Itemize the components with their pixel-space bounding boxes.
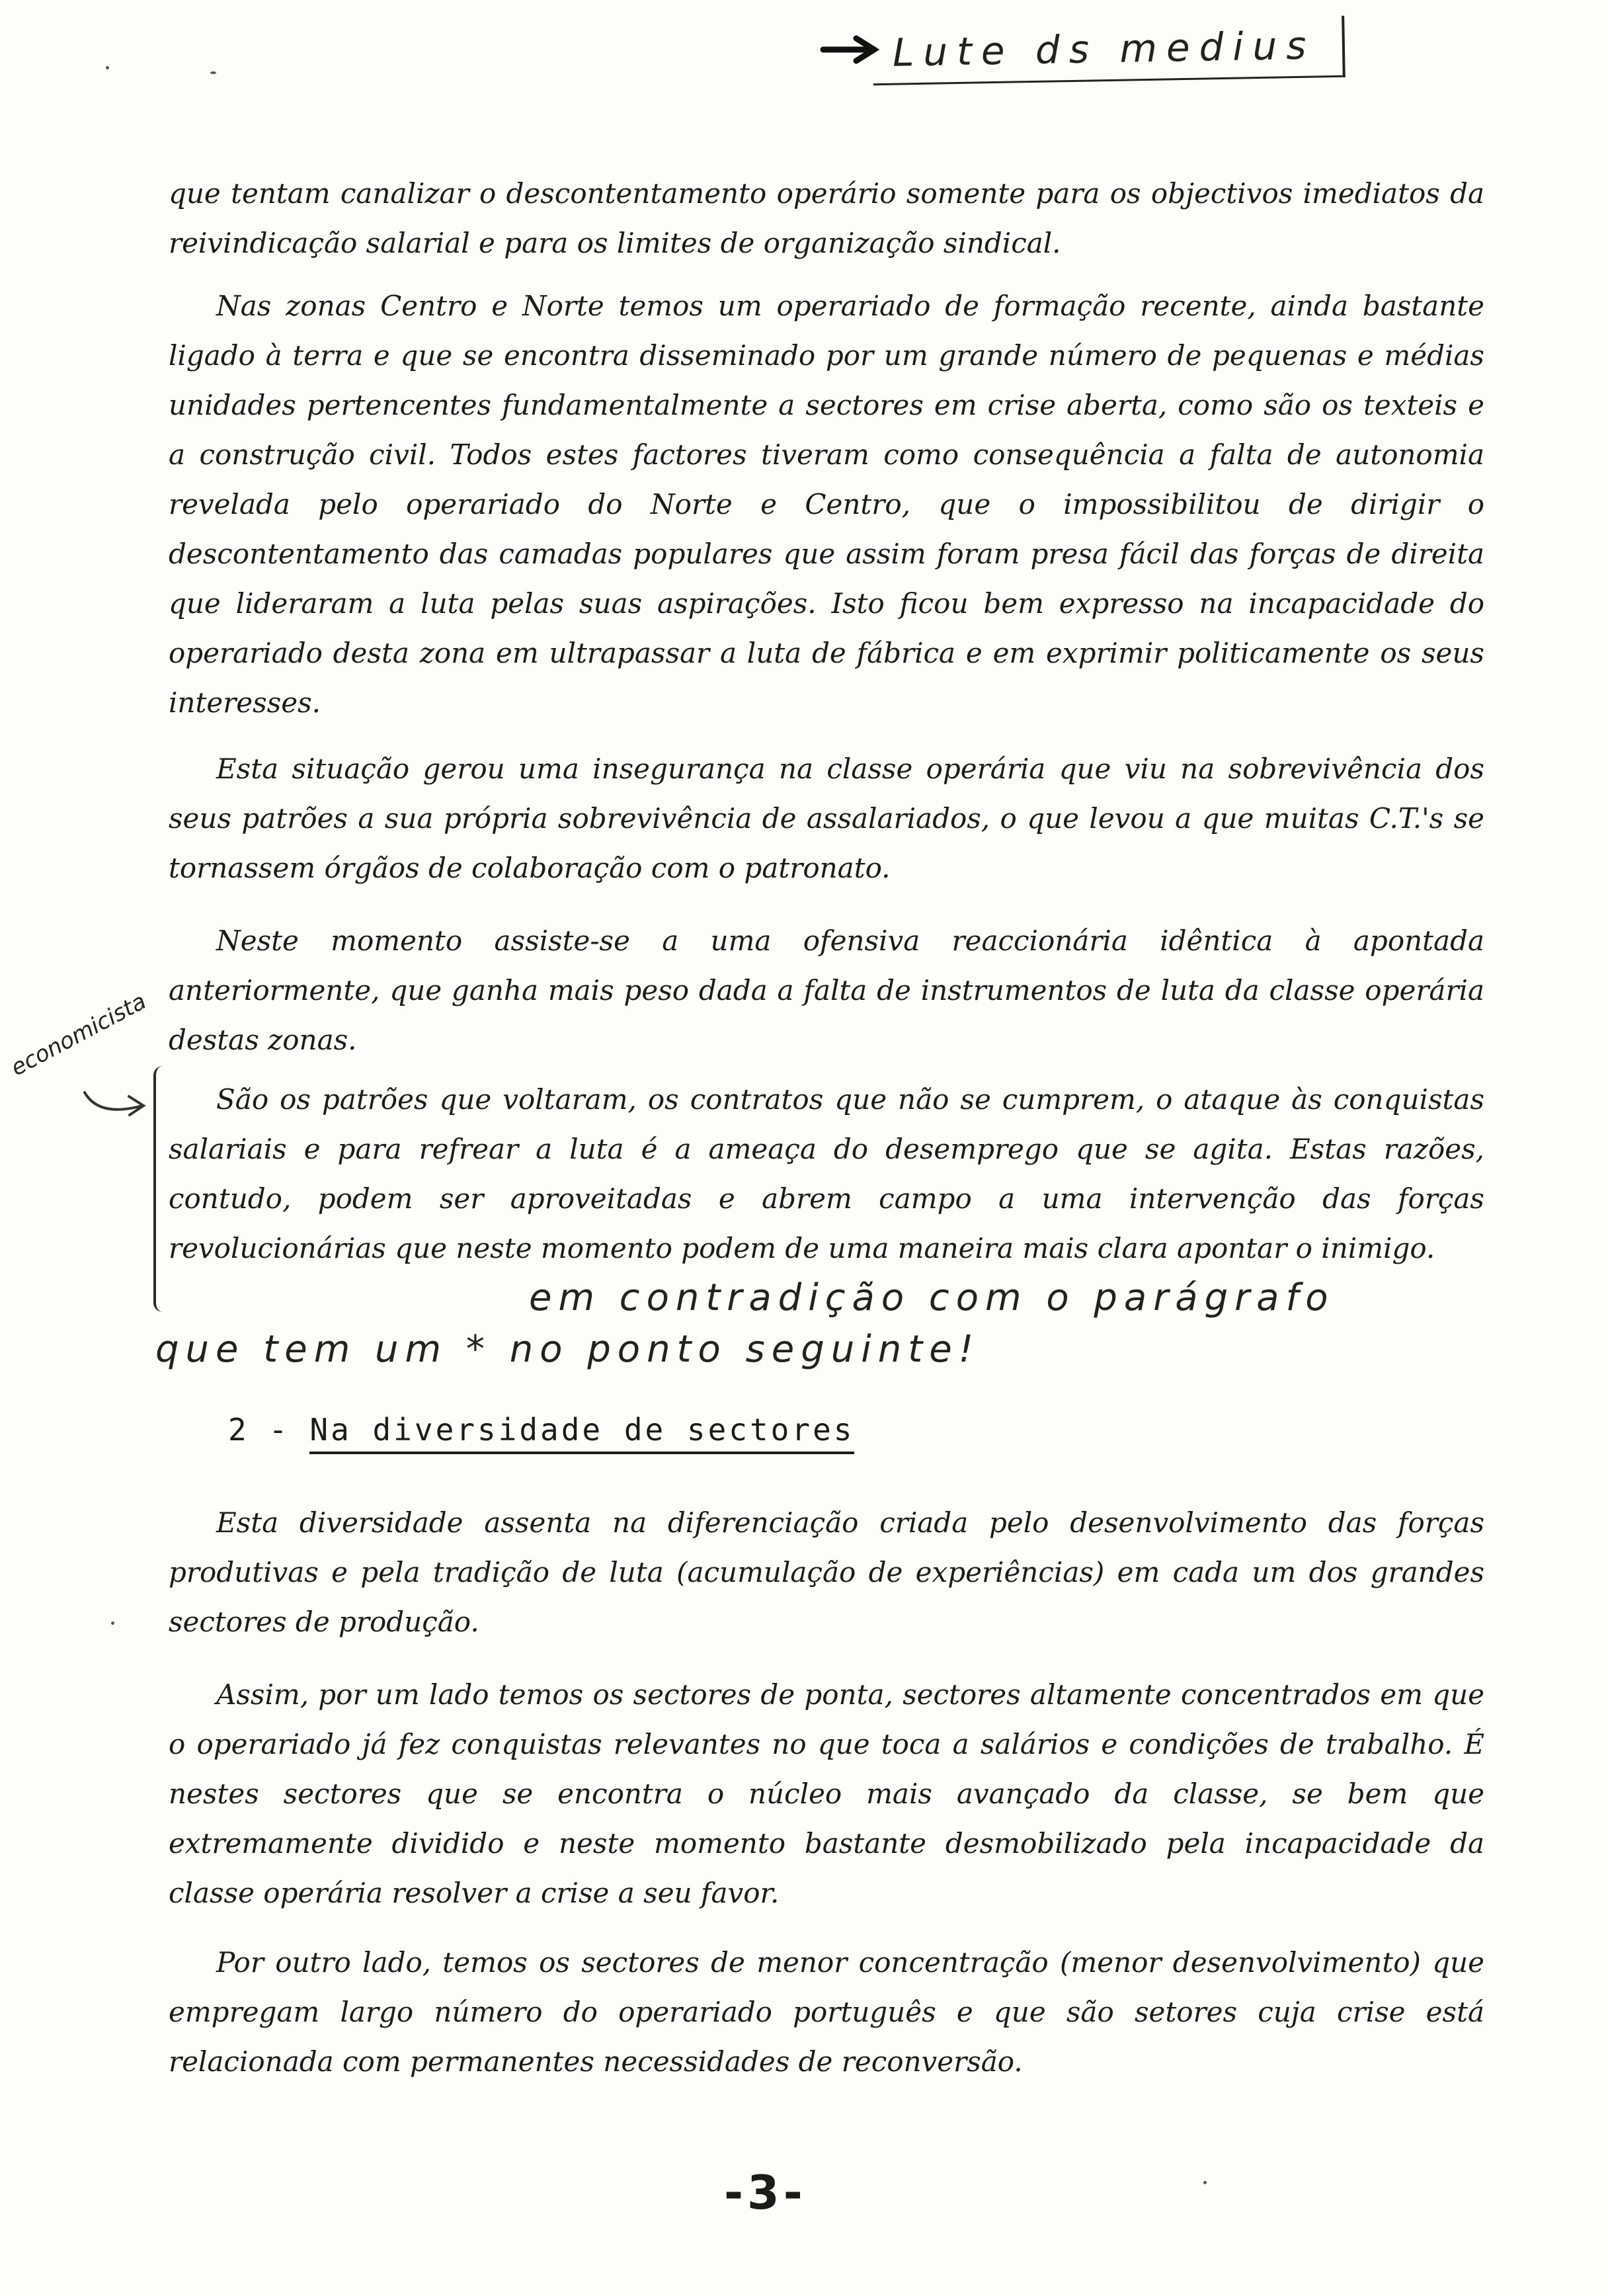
paragraph-continuation: que tentam canalizar o descontentamento operário somente para os objectivos imediatos da reivindicação salarial e para os limites de organização sindical. [169, 177, 1484, 259]
margin-handwritten-note: economicista [7, 988, 151, 1082]
inline-handwritten-note-line1: em contradição com o parágrafo [529, 1276, 1335, 1319]
section-heading [228, 1412, 854, 1448]
paragraph-patroes: São os patrões que voltaram, os contratos que não se cumprem, o ataque às conquistas salariais e para refrear a luta é a ameaça do desemprego que se agita. Estas razões, contudo, podem ser aproveitadas e abrem campo a uma intervenção das forças revolucionárias que neste momento podem de uma maneira mais clara apontar o inimigo. [169, 1083, 1484, 1264]
section-number: 2 [228, 1412, 249, 1448]
section-dash: - [268, 1412, 290, 1448]
paragraph-ofensiva-reaccionaria: Neste momento assiste-se a uma ofensiva reaccionária idêntica à apontada anteriormente, que ganha mais peso dada a falta de instrumentos de luta da classe operária destas zonas. [169, 924, 1484, 1056]
scan-speck [106, 66, 109, 69]
paragraph-sectores-ponta: Assim, por um lado temos os sectores de ponta, sectores altamente concentrados em que o operariado já fez conquistas relevantes no que toca a salários e condições de trabalho. É nestes sectores que se encontra o núcleo mais avançado da classe, se bem que extremamente dividido e neste momento bastante desmobilizado pela incapacidade da classe operária resolver a crise a seu favor. [169, 1678, 1484, 1909]
header-handwritten-note: Lute ds medius [872, 16, 1345, 85]
paragraph-inseguranca: Esta situação gerou uma insegurança na classe operária que viu na sobrevivência dos seus patrões a sua própria sobrevivência de assalariados, o que levou a que muitas C.T.'s se tornassem órgãos de colaboração com o patronato. [169, 753, 1484, 884]
margin-arrow-icon [79, 1085, 152, 1124]
section-title: Na diversidade de sectores [309, 1412, 854, 1454]
paragraph-zonas-centro-norte: Nas zonas Centro e Norte temos um operariado de formação recente, ainda bastante ligado à terra e que se encontra disseminado por um grande número de pequenas e médias unidades pertencentes fundamentalmente a sectores em crise aberta, como são os texteis e a construção civil. Todos estes factores tiveram como consequência a falta de autonomia revelada pelo operariado do Norte e Centro, que o impossibilitou de dirigir o descontentamento das camadas populares que assim foram presa fácil das forças de direita que lideraram a luta pelas suas aspirações. Isto ficou bem expresso na incapacidade do operariado desta zona em ultrapassar a luta de fábrica e em exprimir politicamente os seus interesses. [169, 290, 1484, 719]
paragraph-menor-concentracao: Por outro lado, temos os sectores de menor concentração (menor desenvolvimento) que empregam largo número do operariado português e que são setores cuja crise está relacionada com permanentes necessidades de reconversão. [169, 1946, 1484, 2078]
page-number: -3- [724, 2166, 807, 2220]
scan-speck [1203, 2181, 1207, 2184]
paragraph-diversidade: Esta diversidade assenta na diferenciação criada pelo desenvolvimento das forças produtivas e pela tradição de luta (acumulação de experiências) em cada um dos grandes sectores de produção. [169, 1506, 1484, 1638]
scan-speck [210, 71, 216, 74]
inline-handwritten-note-line2: que tem um * no ponto seguinte! [155, 1328, 981, 1371]
scan-speck [111, 1621, 114, 1625]
handwritten-arrow-icon [820, 33, 879, 66]
